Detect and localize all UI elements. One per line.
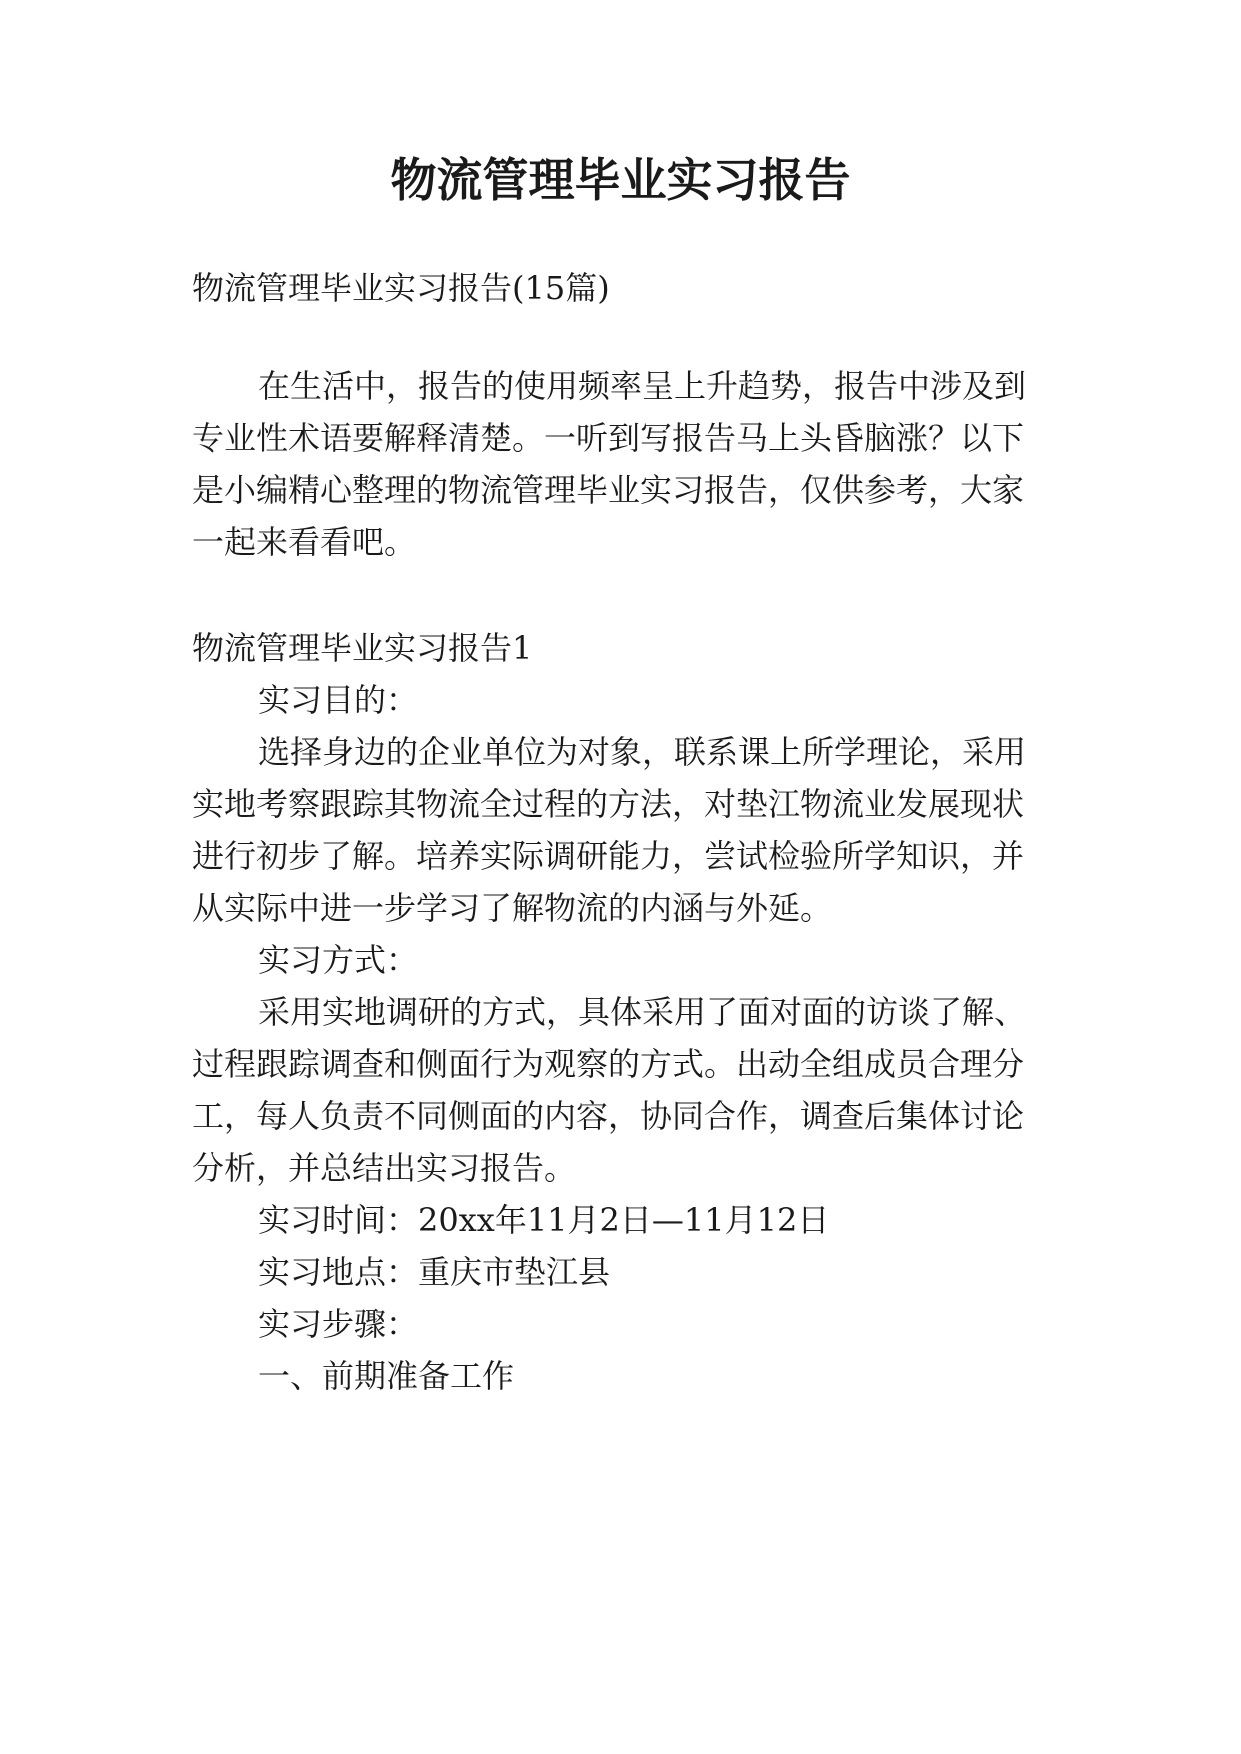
document-subtitle: 物流管理毕业实习报告(15篇) (192, 269, 610, 307)
internship-place: 实习地点：重庆市垫江县 (258, 1253, 611, 1291)
section-heading: 物流管理毕业实习报告1 (192, 629, 533, 667)
method-line-2: 过程跟踪调查和侧面行为观察的方式。出动全组成员合理分 (192, 1045, 1025, 1083)
method-line-1: 采用实地调研的方式，具体采用了面对面的访谈了解、 (258, 993, 1027, 1031)
intro-line-4: 一起来看看吧。 (192, 523, 417, 561)
intro-line-3: 是小编精心整理的物流管理毕业实习报告，仅供参考，大家 (192, 471, 1025, 509)
purpose-line-3: 进行初步了解。培养实际调研能力，尝试检验所学知识，并 (192, 837, 1025, 875)
purpose-line-2: 实地考察跟踪其物流全过程的方法，对垫江物流业发展现状 (192, 785, 1025, 823)
method-line-3: 工，每人负责不同侧面的内容，协同合作，调查后集体讨论 (192, 1097, 1025, 1135)
method-label: 实习方式： (258, 941, 419, 979)
method-line-4: 分析，并总结出实习报告。 (192, 1149, 577, 1187)
document-title: 物流管理毕业实习报告 (390, 153, 851, 207)
purpose-label: 实习目的： (258, 681, 419, 719)
purpose-line-4: 从实际中进一步学习了解物流的内涵与外延。 (192, 889, 833, 927)
intro-line-1: 在生活中，报告的使用频率呈上升趋势，报告中涉及到 (258, 367, 1027, 405)
purpose-line-1: 选择身边的企业单位为对象，联系课上所学理论，采用 (258, 733, 1027, 771)
internship-time: 实习时间：20xx年11月2日—11月12日 (258, 1201, 830, 1239)
steps-label: 实习步骤： (258, 1305, 419, 1343)
step-1-heading: 一、前期准备工作 (258, 1357, 515, 1395)
intro-line-2: 专业性术语要解释清楚。一听到写报告马上头昏脑涨？以下 (192, 419, 1025, 457)
